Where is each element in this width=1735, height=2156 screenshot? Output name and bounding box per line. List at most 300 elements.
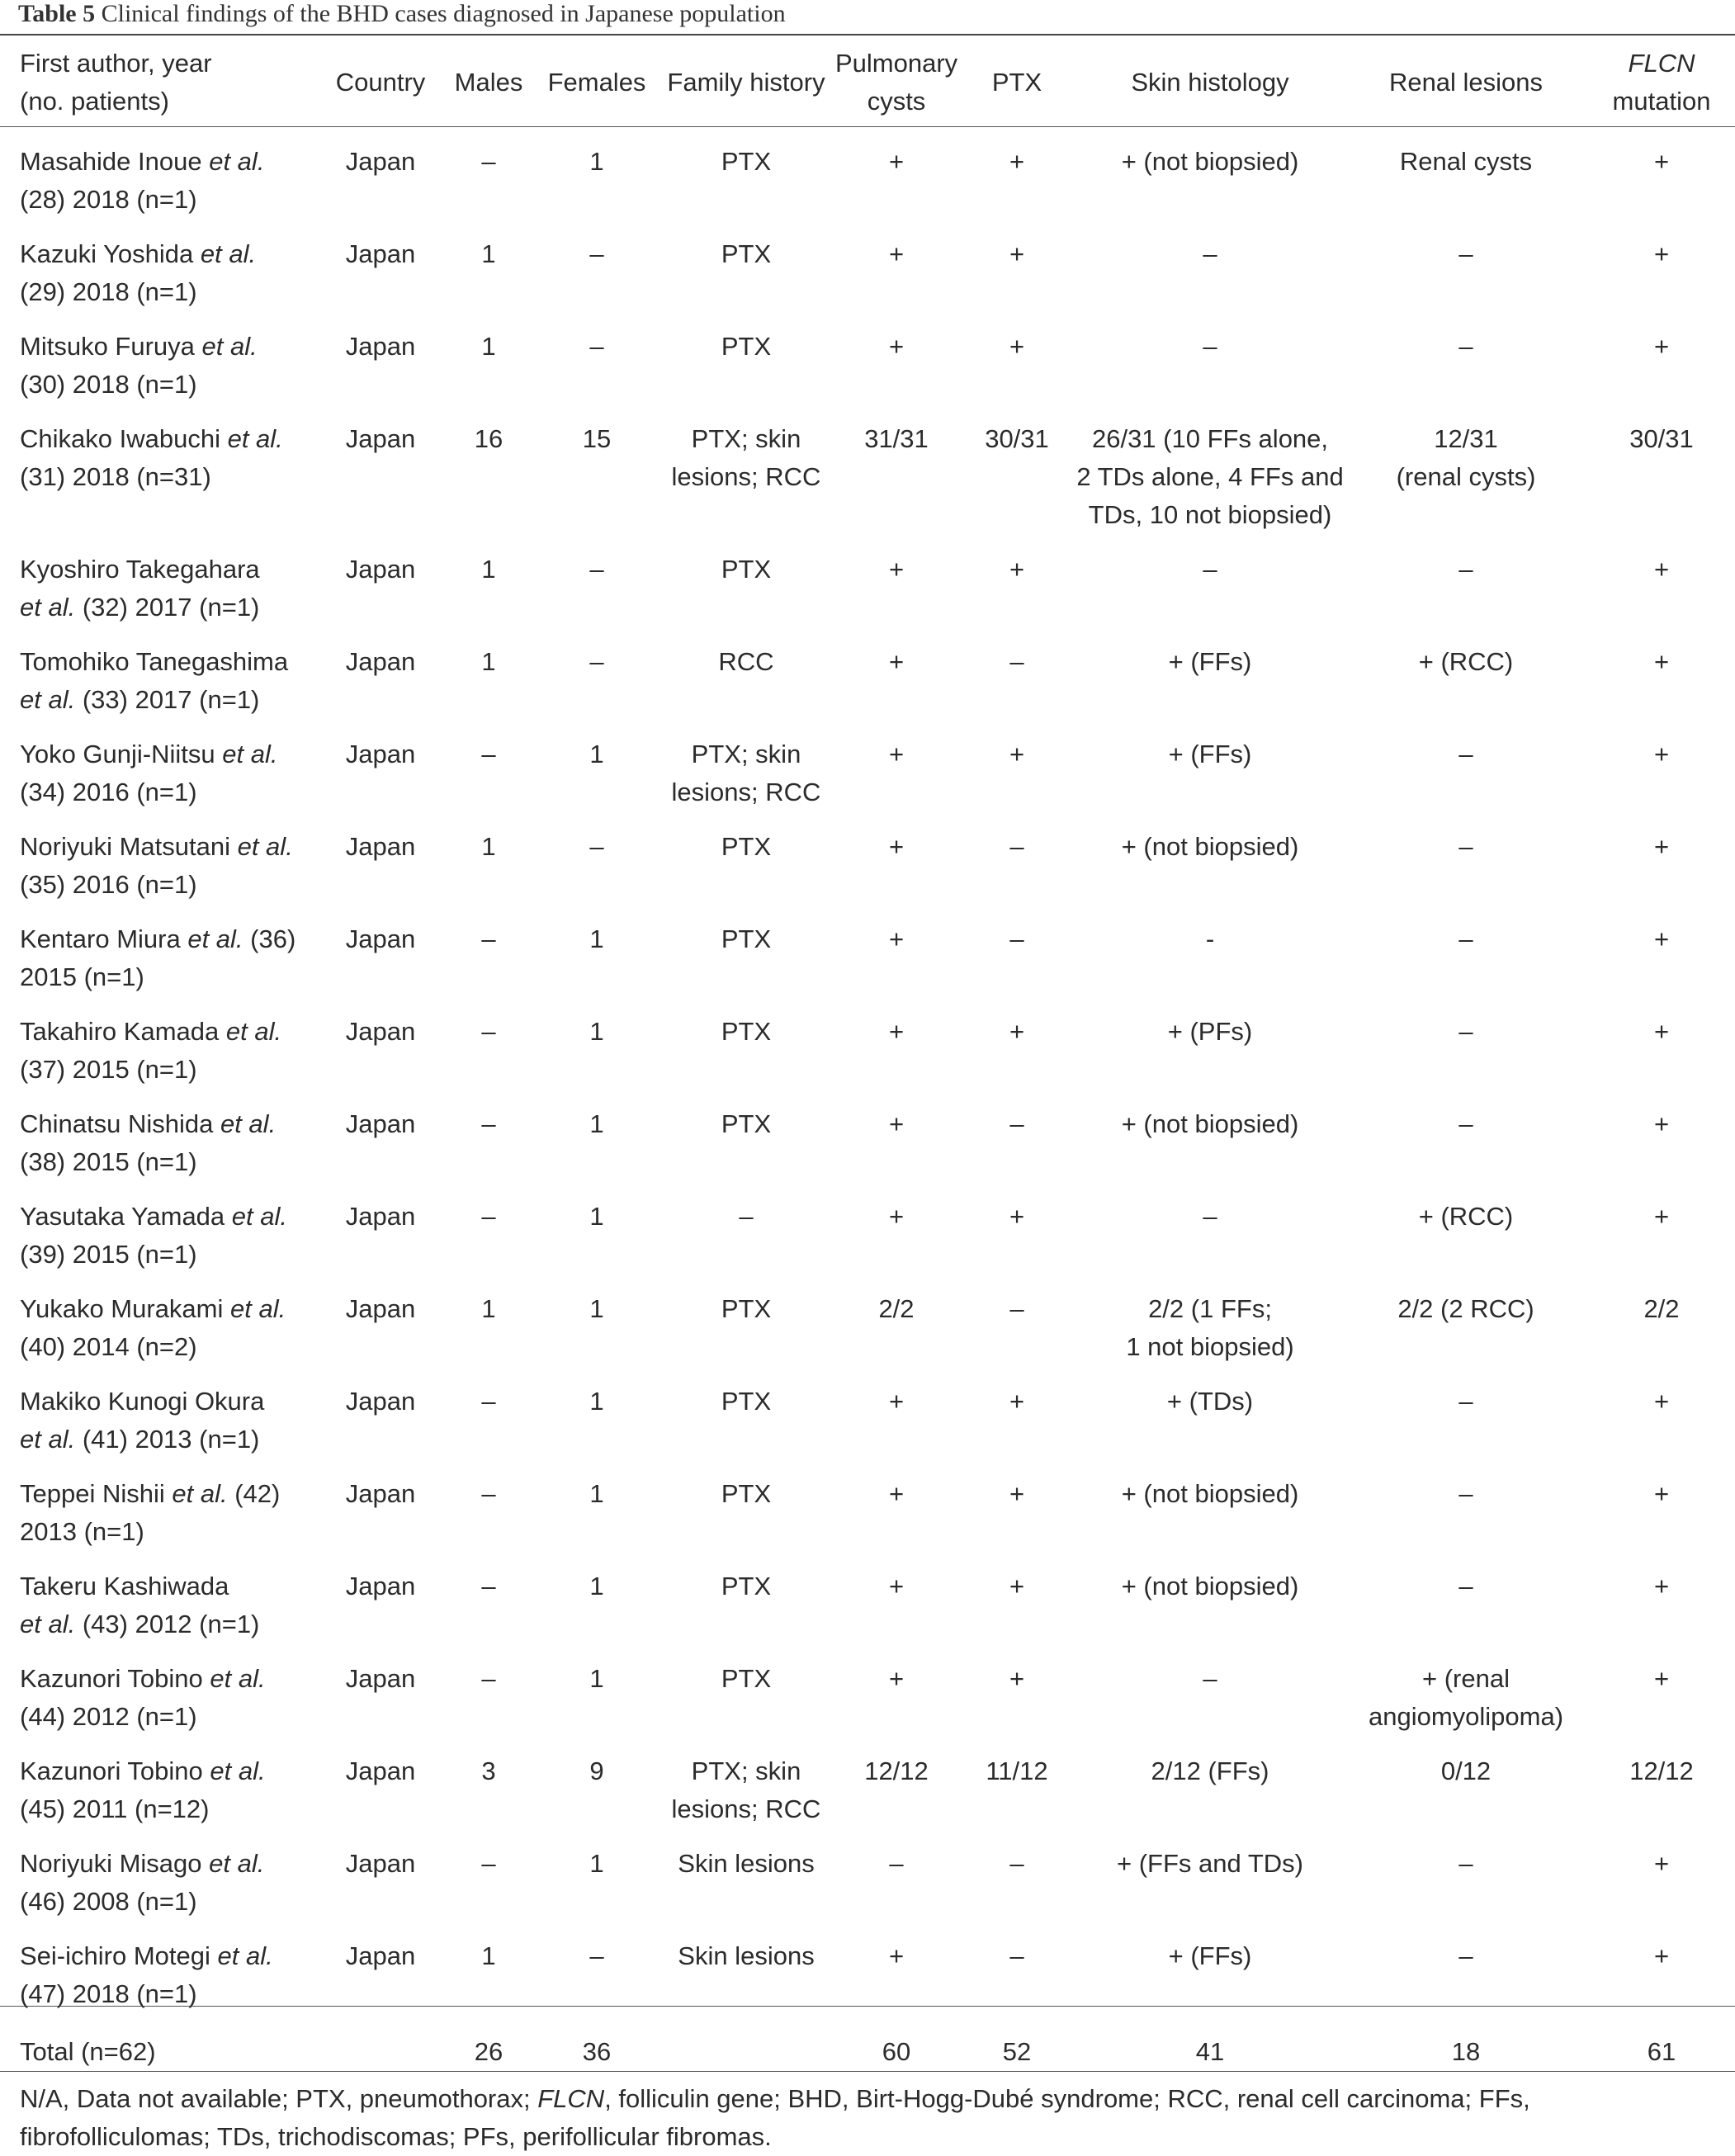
cell-family-history-text: PTX — [721, 1294, 772, 1323]
header-row — [0, 36, 1735, 128]
author-pre: Yoko Gunji-Niitsu — [20, 740, 223, 768]
cell-pulmonary-cysts — [835, 1460, 957, 1553]
cell-renal-lesions-text: 0/12 — [1440, 1756, 1492, 1785]
table-row — [0, 405, 1735, 536]
cell-pulmonary-cysts — [835, 1553, 957, 1645]
author-line1 — [20, 1752, 320, 1790]
cell-family-history — [657, 1738, 835, 1830]
cell-males-text: – — [481, 147, 496, 176]
cell-renal-lesions-text: – — [1458, 832, 1473, 861]
cell-country — [320, 313, 441, 405]
author-pre: Kazuki Yoshida — [20, 239, 201, 268]
cell-skin-histology-text: + (FFs) — [1168, 740, 1252, 768]
caption-label: Table 5 — [18, 0, 96, 27]
cell-flcn-mutation — [1588, 1922, 1735, 2015]
cell-pulmonary-cysts-text: + — [888, 1664, 905, 1693]
cell-males-text: – — [481, 924, 496, 953]
table-row — [0, 813, 1735, 905]
cell-pulmonary-cysts — [835, 1275, 957, 1368]
cell-females-text: 1 — [589, 924, 604, 953]
table-row — [0, 905, 1735, 998]
cell-skin-histology — [1076, 313, 1344, 405]
author-etal: et al. — [201, 332, 258, 361]
cell-skin-histology-text: + (PFs) — [1167, 1017, 1253, 1046]
cell-females-text: 1 — [589, 1202, 604, 1231]
cell-pulmonary-cysts-text: 12/12 — [864, 1756, 929, 1785]
cell-males — [441, 813, 537, 905]
cell-males — [441, 628, 537, 721]
cell-family-history — [657, 405, 835, 536]
cell-flcn-mutation — [1588, 1460, 1735, 1553]
caption-text: Clinical findings of the BHD cases diagnosed in Japanese population — [101, 0, 786, 27]
cell-family-history-text: PTX — [721, 1109, 772, 1138]
header-pulmonary-cysts — [835, 36, 957, 128]
cell-skin-histology — [1076, 1090, 1344, 1183]
cell-skin-histology-text: – — [1203, 1664, 1217, 1693]
cell-family-history — [657, 628, 835, 721]
cell-renal-lesions-text: – — [1458, 1941, 1473, 1970]
table-row — [0, 536, 1735, 628]
cell-flcn-mutation — [1588, 128, 1735, 220]
cell-family-history-text: PTX — [721, 1479, 772, 1508]
total-ptx: 52 — [1002, 2037, 1032, 2066]
table-row — [0, 1275, 1735, 1368]
author-pre: Makiko Kunogi Okura — [20, 1387, 265, 1416]
cell-ptx-text: + — [1009, 1387, 1025, 1416]
total-males: 26 — [474, 2037, 503, 2066]
cell-males — [441, 1183, 537, 1275]
table-row — [0, 128, 1735, 220]
total-females: 36 — [582, 2037, 612, 2066]
cell-renal-lesions — [1344, 1090, 1588, 1183]
cell-females — [537, 1368, 657, 1460]
cell-family-history-text: PTX — [721, 1664, 772, 1693]
cell-males — [441, 1460, 537, 1553]
author-line1 — [20, 235, 320, 273]
cell-skin-histology — [1076, 1553, 1344, 1645]
cell-males-text: – — [481, 1202, 496, 1231]
cell-renal-lesions — [1344, 220, 1588, 313]
author-pre: Kyoshiro Takegahara — [20, 555, 260, 584]
cell-pulmonary-cysts — [835, 1090, 957, 1183]
cell-country — [320, 1553, 441, 1645]
cell-country — [320, 1830, 441, 1922]
header-males: Males — [454, 67, 523, 97]
footnote-part2: , folliculin gene; BHD, Birt-Hogg-Dubé syndrome; RCC, renal cell carcinoma; FFs, fibrofolliculomas; TDs, trichodiscomas; PFs, perifollicular fibromas. — [20, 2084, 1530, 2151]
cell-pulmonary-cysts — [835, 1738, 957, 1830]
cell-females-text: 1 — [589, 1572, 604, 1600]
cell-ptx-text: 11/12 — [986, 1756, 1048, 1785]
author-line2 — [20, 1143, 320, 1181]
author-line1 — [20, 1475, 320, 1513]
cell-skin-histology — [1076, 220, 1344, 313]
cell-country — [320, 1922, 441, 2015]
author-line2-etal: et al. — [20, 685, 76, 714]
cell-females — [537, 1553, 657, 1645]
cell-flcn-mutation — [1588, 1645, 1735, 1738]
cell-flcn-mutation — [1588, 313, 1735, 405]
author-line2 — [20, 1236, 320, 1274]
cell-skin-histology-text: – — [1203, 1202, 1217, 1231]
author-line2-etal: et al. — [20, 1610, 76, 1638]
cell-skin-histology — [1076, 1183, 1344, 1275]
cell-pulmonary-cysts-text: + — [888, 332, 905, 361]
author-line2 — [20, 681, 320, 719]
author-etal: et al. — [200, 239, 257, 268]
author-line2 — [20, 1328, 320, 1366]
author-pre: Tomohiko Tanegashima — [20, 647, 289, 676]
cell-females — [537, 220, 657, 313]
cell-males-text: 1 — [481, 1294, 496, 1323]
author-line2 — [20, 958, 320, 996]
author-line2-text: (29) 2018 (n=1) — [20, 277, 197, 306]
cell-pulmonary-cysts — [835, 1183, 957, 1275]
author-line2-text: (47) 2018 (n=1) — [20, 1979, 197, 2008]
cell-males-text: 1 — [481, 332, 496, 361]
author-etal: et al. — [230, 1294, 286, 1323]
cell-ptx-text: + — [1009, 147, 1025, 176]
author-etal: et al. — [222, 740, 278, 768]
cell-country — [320, 1738, 441, 1830]
cell-ptx — [957, 1368, 1076, 1460]
cell-skin-histology-text: + (not biopsied) — [1121, 1479, 1299, 1508]
cell-family-history — [657, 1553, 835, 1645]
cell-flcn-mutation — [1588, 1553, 1735, 1645]
table-row — [0, 1368, 1735, 1460]
cell-country-text: Japan — [345, 1479, 416, 1508]
cell-family-history-text: PTX — [721, 555, 772, 584]
cell-family-history — [657, 1830, 835, 1922]
cell-skin-histology-text: 2 TDs alone, 4 FFs and — [1076, 462, 1344, 491]
cell-skin-histology — [1076, 1275, 1344, 1368]
cell-flcn-mutation — [1588, 1183, 1735, 1275]
author-etal: et al. — [172, 1479, 228, 1508]
cell-renal-lesions-text: + (renal — [1422, 1664, 1510, 1693]
cell-renal-lesions — [1344, 1738, 1588, 1830]
cell-flcn-mutation — [1588, 1830, 1735, 1922]
author-pre: Chikako Iwabuchi — [20, 424, 228, 453]
author-line1 — [20, 1198, 320, 1236]
cell-country — [320, 1460, 441, 1553]
cell-females — [537, 998, 657, 1090]
cell-pulmonary-cysts — [835, 128, 957, 220]
cell-country-text: Japan — [345, 1756, 416, 1785]
cell-skin-histology-text: 1 not biopsied) — [1126, 1332, 1294, 1361]
cell-family-history-text: PTX — [721, 147, 772, 176]
cell-author — [0, 1460, 320, 1553]
cell-flcn-mutation-text: + — [1653, 647, 1670, 676]
cell-flcn-mutation-text: + — [1653, 1387, 1670, 1416]
cell-author — [0, 1738, 320, 1830]
cell-females — [537, 905, 657, 998]
table-row — [0, 628, 1735, 721]
author-etal: et al. — [210, 1664, 266, 1693]
cell-pulmonary-cysts — [835, 721, 957, 813]
cell-country-text: Japan — [345, 147, 416, 176]
cell-renal-lesions-text: Renal cysts — [1399, 147, 1533, 176]
author-line1 — [20, 1567, 320, 1605]
cell-males — [441, 1368, 537, 1460]
total-skin-histology: 41 — [1195, 2037, 1225, 2066]
author-line1 — [20, 420, 320, 458]
author-pre: Noriyuki Misago — [20, 1849, 210, 1878]
cell-country — [320, 628, 441, 721]
cell-females — [537, 1645, 657, 1738]
cell-males-text: 1 — [481, 832, 496, 861]
top-rule — [0, 34, 1735, 35]
cell-ptx — [957, 405, 1076, 536]
cell-females-text: – — [589, 332, 604, 361]
cell-males — [441, 1738, 537, 1830]
cell-females — [537, 1460, 657, 1553]
cell-ptx-text: + — [1009, 1202, 1025, 1231]
cell-males-text: – — [481, 1849, 496, 1878]
author-line2 — [20, 181, 320, 219]
cell-skin-histology — [1076, 128, 1344, 220]
cell-females — [537, 1183, 657, 1275]
cell-males-text: – — [481, 1572, 496, 1600]
cell-skin-histology-text: – — [1203, 555, 1217, 584]
cell-ptx-text: – — [1009, 1109, 1024, 1138]
author-line2-text: (44) 2012 (n=1) — [20, 1702, 197, 1731]
cell-pulmonary-cysts-text: + — [888, 1109, 905, 1138]
cell-pulmonary-cysts-text: + — [888, 740, 905, 768]
author-line2-text: (37) 2015 (n=1) — [20, 1055, 197, 1084]
total-renal-lesions: 18 — [1451, 2037, 1481, 2066]
author-pre: Teppei Nishii — [20, 1479, 173, 1508]
cell-skin-histology — [1076, 405, 1344, 536]
author-line1 — [20, 328, 320, 366]
header-skin-histology: Skin histology — [1131, 67, 1289, 97]
cell-pulmonary-cysts-text: + — [888, 832, 905, 861]
cell-country — [320, 813, 441, 905]
cell-country — [320, 1645, 441, 1738]
cell-renal-lesions-text: – — [1458, 1479, 1473, 1508]
author-line1 — [20, 643, 320, 681]
cell-ptx-text: + — [1009, 332, 1025, 361]
cell-pulmonary-cysts-text: + — [888, 1017, 905, 1046]
cell-males — [441, 536, 537, 628]
cell-family-history — [657, 1645, 835, 1738]
header-family-history: Family history — [667, 67, 825, 97]
cell-ptx-text: – — [1009, 1849, 1024, 1878]
cell-renal-lesions — [1344, 905, 1588, 998]
cell-pulmonary-cysts — [835, 1830, 957, 1922]
header-flcn-line2: mutation — [1612, 86, 1711, 116]
cell-flcn-mutation-text: + — [1653, 147, 1670, 176]
cell-females-text: 1 — [589, 1109, 604, 1138]
cell-flcn-mutation-text: 30/31 — [1629, 424, 1694, 453]
cell-flcn-mutation-text: 2/2 — [1643, 1294, 1680, 1323]
cell-country-text: Japan — [345, 555, 416, 584]
author-line1 — [20, 1383, 320, 1421]
footnote-flcn: FLCN — [537, 2084, 605, 2113]
cell-author — [0, 905, 320, 998]
cell-skin-histology-text: 2/12 (FFs) — [1151, 1756, 1269, 1785]
cell-renal-lesions-text: angiomyolipoma) — [1368, 1702, 1564, 1731]
cell-renal-lesions — [1344, 1922, 1588, 2015]
cell-males-text: – — [481, 740, 496, 768]
cell-flcn-mutation — [1588, 998, 1735, 1090]
cell-skin-histology — [1076, 1645, 1344, 1738]
cell-renal-lesions — [1344, 628, 1588, 721]
cell-country — [320, 1090, 441, 1183]
cell-author — [0, 1645, 320, 1738]
author-etal: et al. — [227, 424, 283, 453]
cell-family-history — [657, 813, 835, 905]
cell-country-text: Japan — [345, 1941, 416, 1970]
author-pre: Takahiro Kamada — [20, 1017, 226, 1046]
header-flcn-mutation — [1588, 36, 1735, 128]
author-line2 — [20, 1513, 320, 1551]
cell-skin-histology — [1076, 1368, 1344, 1460]
cell-females-text: 15 — [582, 424, 612, 453]
header-flcn-line1: FLCN — [1628, 48, 1695, 78]
author-pre: Kentaro Miura — [20, 924, 188, 953]
total-family-history — [657, 2015, 835, 2079]
cell-flcn-mutation — [1588, 628, 1735, 721]
cell-pulmonary-cysts-text: 31/31 — [864, 424, 929, 453]
cell-pulmonary-cysts — [835, 628, 957, 721]
cell-family-history-text: PTX; skin — [691, 1756, 801, 1785]
author-line2-text: (43) 2012 (n=1) — [75, 1610, 260, 1638]
author-etal: et al. — [225, 1017, 282, 1046]
table-row — [0, 1738, 1735, 1830]
header-pulmonary-line1: Pulmonary — [835, 48, 958, 78]
cell-family-history-text: RCC — [718, 647, 774, 676]
cell-females — [537, 128, 657, 220]
table-caption — [18, 0, 786, 28]
author-line2-text: (28) 2018 (n=1) — [20, 185, 197, 214]
total-label: Total (n=62) — [20, 2037, 156, 2066]
cell-family-history — [657, 128, 835, 220]
author-pre: Kazunori Tobino — [20, 1664, 210, 1693]
total-country — [320, 2015, 441, 2079]
cell-renal-lesions-text: + (RCC) — [1418, 1202, 1514, 1231]
table-row — [0, 1553, 1735, 1645]
header-author-line2: (no. patients) — [20, 86, 169, 116]
author-line2 — [20, 866, 320, 904]
author-line1 — [20, 551, 320, 589]
header-renal-lesions: Renal lesions — [1388, 67, 1544, 97]
cell-author — [0, 313, 320, 405]
cell-renal-lesions — [1344, 1275, 1588, 1368]
cell-country-text: Japan — [345, 832, 416, 861]
cell-skin-histology-text: 26/31 (10 FFs alone, — [1091, 424, 1329, 453]
cell-females-text: 9 — [589, 1756, 604, 1785]
cell-family-history-text: PTX; skin — [691, 740, 801, 768]
cell-males — [441, 905, 537, 998]
cell-females — [537, 405, 657, 536]
cell-flcn-mutation-text: + — [1653, 239, 1670, 268]
cell-pulmonary-cysts — [835, 905, 957, 998]
cell-family-history-text: Skin lesions — [678, 1941, 815, 1970]
author-line2 — [20, 1421, 320, 1459]
cell-author — [0, 1922, 320, 2015]
cell-flcn-mutation-text: + — [1653, 1479, 1670, 1508]
cell-ptx-text: + — [1009, 555, 1025, 584]
cell-pulmonary-cysts-text: + — [888, 1479, 905, 1508]
cell-family-history — [657, 1275, 835, 1368]
cell-males — [441, 1553, 537, 1645]
cell-country — [320, 405, 441, 536]
cell-ptx — [957, 1738, 1076, 1830]
cell-ptx — [957, 1553, 1076, 1645]
cell-country — [320, 220, 441, 313]
cell-females — [537, 1275, 657, 1368]
cell-country-text: Japan — [345, 740, 416, 768]
cell-flcn-mutation-text: + — [1653, 1572, 1670, 1600]
cell-family-history-text: PTX; skin — [691, 424, 801, 453]
total-row — [0, 2015, 1735, 2079]
cell-author — [0, 405, 320, 536]
header-country: Country — [335, 67, 426, 97]
header-author-line1: First author, year — [20, 48, 212, 78]
cell-males-text: 1 — [481, 647, 496, 676]
cell-females-text: 1 — [589, 740, 604, 768]
header-females: Females — [547, 67, 646, 97]
cell-renal-lesions — [1344, 128, 1588, 220]
cell-family-history — [657, 1460, 835, 1553]
author-line2-text: (31) 2018 (n=31) — [20, 462, 211, 491]
cell-renal-lesions — [1344, 1460, 1588, 1553]
cell-females-text: – — [589, 555, 604, 584]
cell-family-history — [657, 536, 835, 628]
author-line2-text: (41) 2013 (n=1) — [75, 1425, 260, 1454]
cell-family-history — [657, 1183, 835, 1275]
cell-family-history-text: PTX — [721, 1572, 772, 1600]
cell-ptx — [957, 1830, 1076, 1922]
cell-author — [0, 813, 320, 905]
cell-ptx — [957, 1645, 1076, 1738]
cell-renal-lesions-text: – — [1458, 332, 1473, 361]
cell-flcn-mutation — [1588, 1090, 1735, 1183]
cell-pulmonary-cysts-text: + — [888, 147, 905, 176]
cell-males-text: – — [481, 1387, 496, 1416]
author-pre: Chinatsu Nishida — [20, 1109, 220, 1138]
author-line2 — [20, 773, 320, 811]
cell-pulmonary-cysts — [835, 1645, 957, 1738]
cell-flcn-mutation — [1588, 405, 1735, 536]
cell-females-text: 1 — [589, 1294, 604, 1323]
cell-country-text: Japan — [345, 1202, 416, 1231]
cell-author — [0, 1368, 320, 1460]
cell-flcn-mutation-text: 12/12 — [1629, 1756, 1694, 1785]
header-ptx: PTX — [991, 67, 1042, 97]
footnote-part1: N/A, Data not available; PTX, pneumothorax; — [20, 2084, 538, 2113]
author-pre: Mitsuko Furuya — [20, 332, 202, 361]
cell-country-text: Japan — [345, 1294, 416, 1323]
cell-renal-lesions-text: – — [1458, 740, 1473, 768]
cell-skin-histology — [1076, 998, 1344, 1090]
cell-flcn-mutation-text: + — [1653, 832, 1670, 861]
cell-skin-histology-text: + (not biopsied) — [1121, 1572, 1299, 1600]
cell-skin-histology-text: + (FFs and TDs) — [1117, 1849, 1303, 1878]
table-body — [0, 128, 1735, 2079]
table-row — [0, 1830, 1735, 1922]
cell-country — [320, 1275, 441, 1368]
header-pulmonary-line2: cysts — [867, 86, 926, 116]
cell-females-text: 1 — [589, 1849, 604, 1878]
cell-renal-lesions — [1344, 1368, 1588, 1460]
cell-family-history-text: PTX — [721, 1017, 772, 1046]
author-pre: Sei-ichiro Motegi — [20, 1941, 218, 1970]
cell-family-history — [657, 1368, 835, 1460]
author-line2 — [20, 366, 320, 404]
cell-country — [320, 1368, 441, 1460]
author-post: (36) — [243, 924, 296, 953]
cell-flcn-mutation-text: + — [1653, 1664, 1670, 1693]
